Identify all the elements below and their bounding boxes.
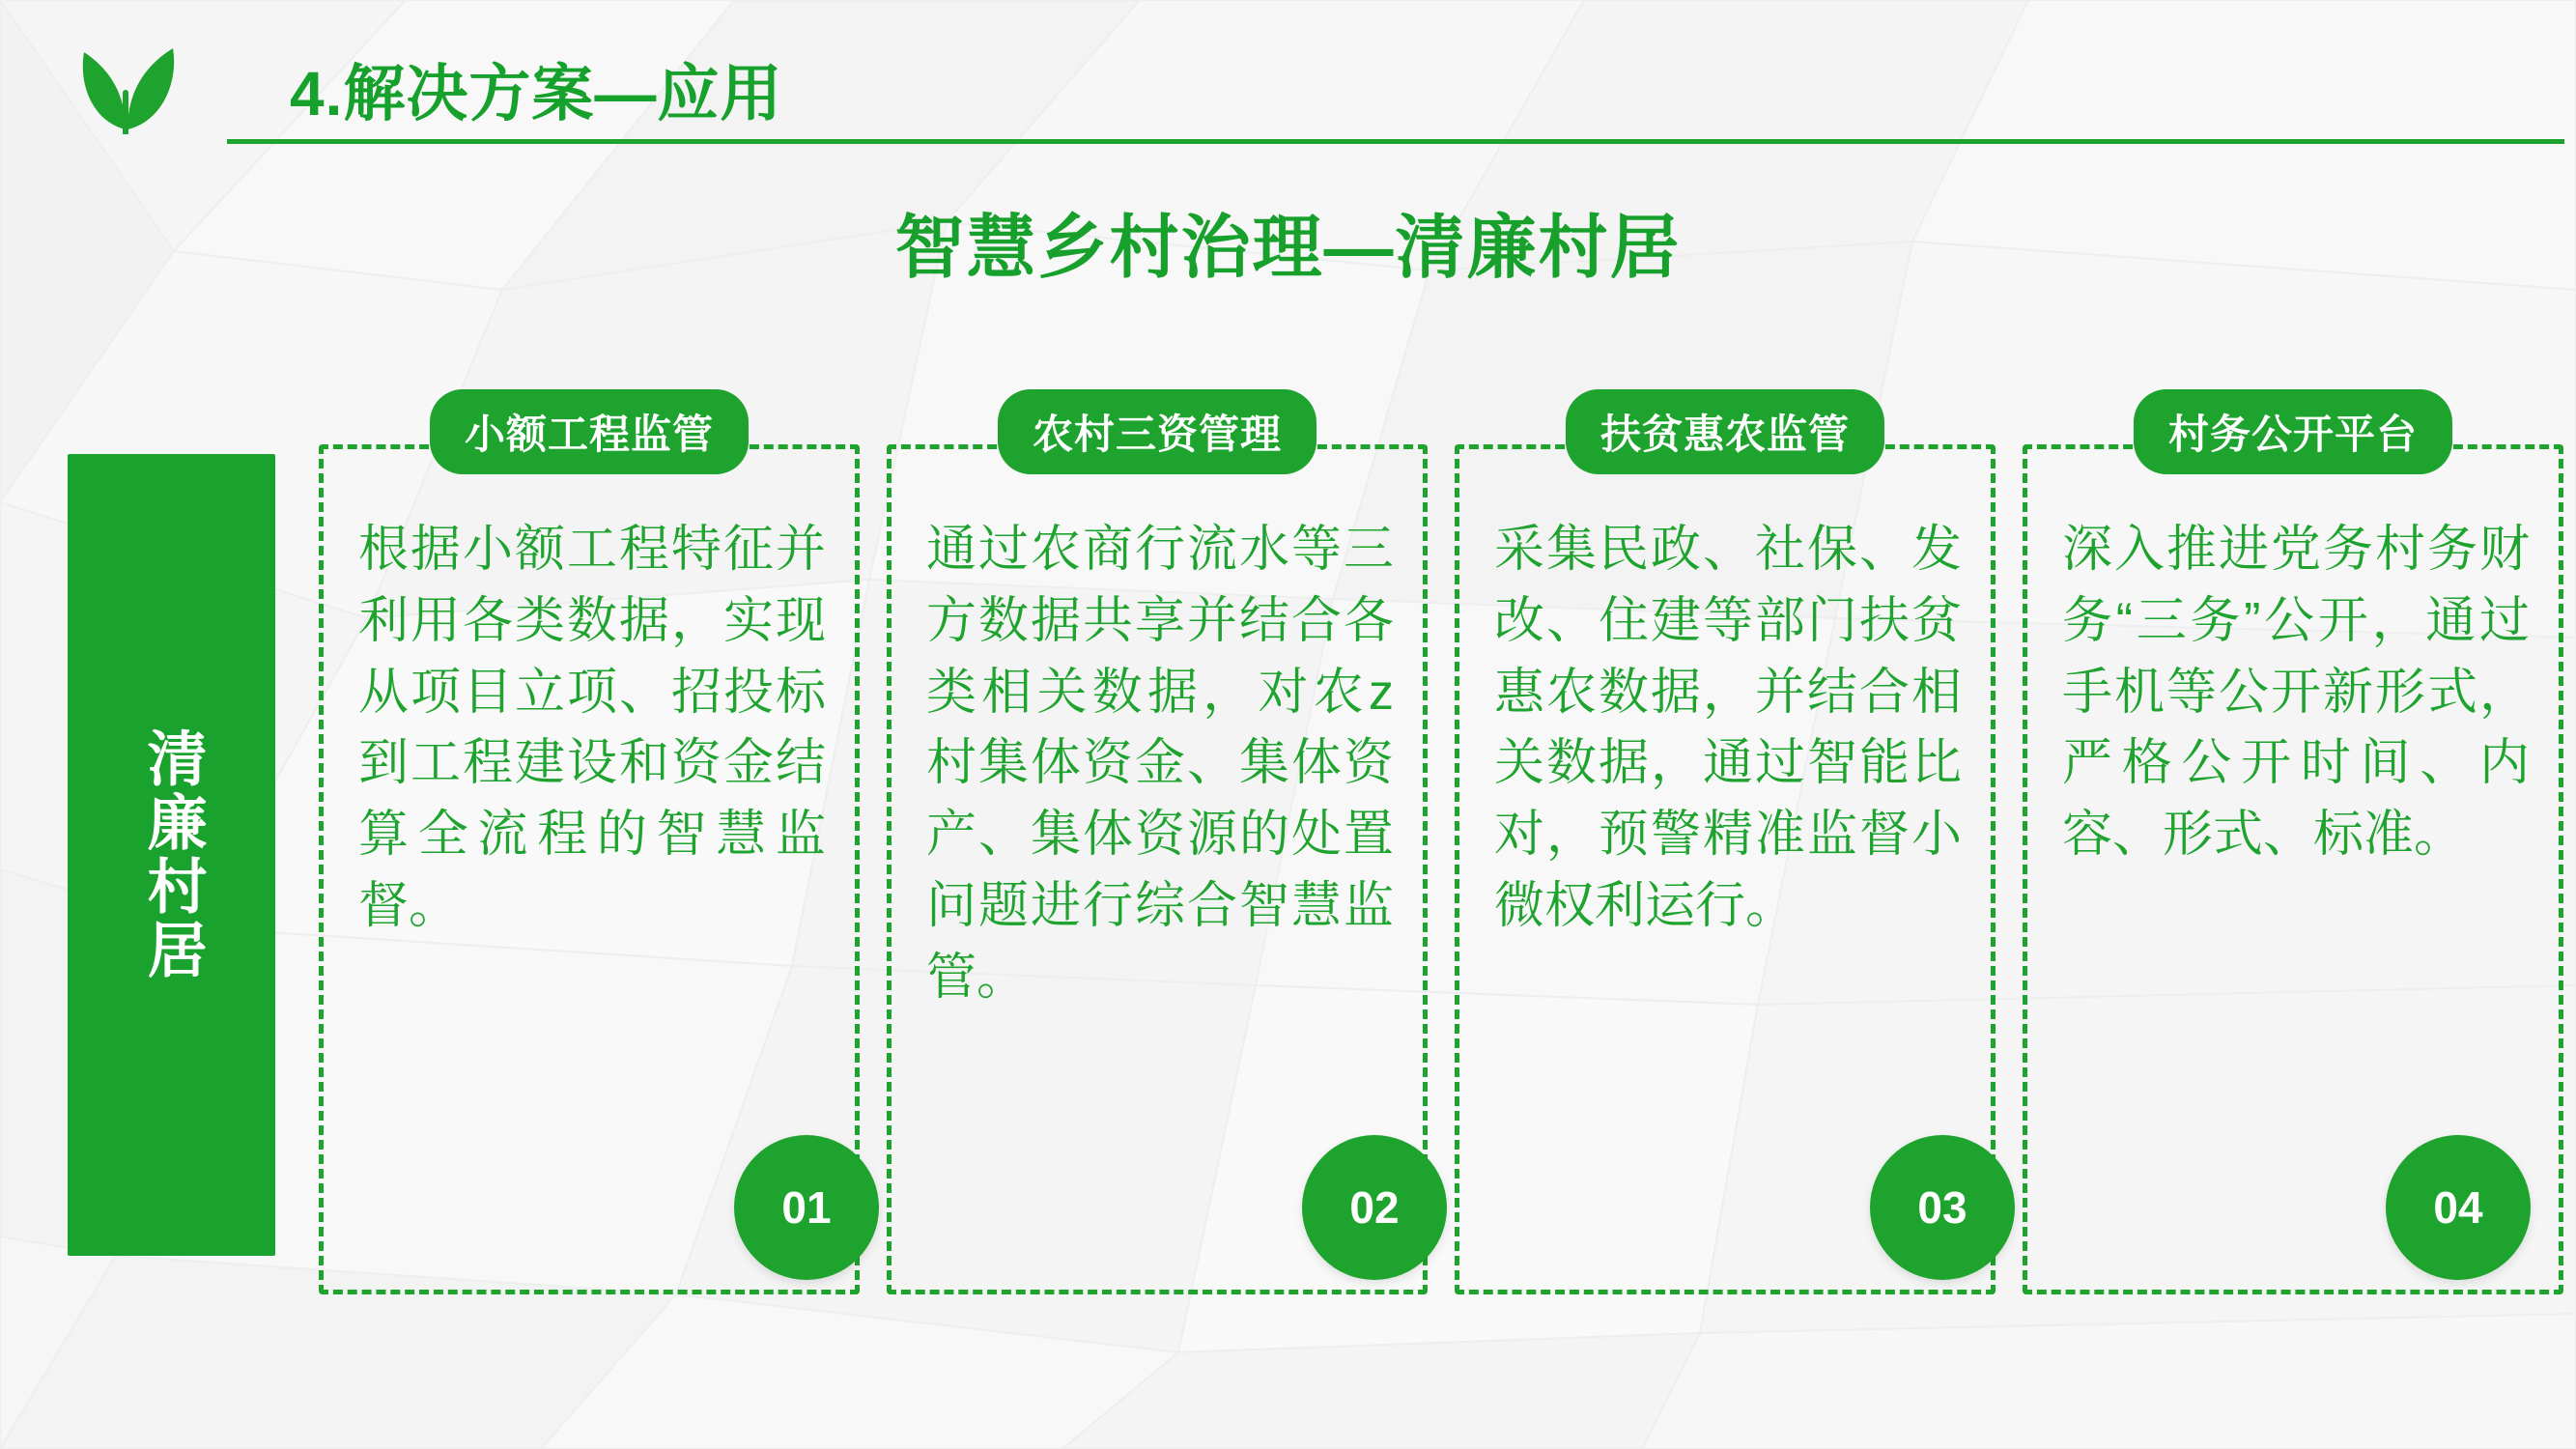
card-body-2: 通过农商行流水等三方数据共享并结合各类相关数据，对农z村集体资金、集体资产、集体资源的处置问题进行综合智慧监管。: [926, 522, 1394, 1006]
card-number-4: 04: [2386, 1135, 2531, 1280]
header-divider: [227, 139, 2564, 144]
card-body-3: 采集民政、社保、发改、住建等部门扶贫惠农数据，并结合相关数据，通过智能比对，预警精准监督小微权利运行。: [1494, 522, 1962, 935]
category-label-text: 清廉村居: [138, 727, 206, 982]
card-number-2: 02: [1302, 1135, 1447, 1280]
card-number-1: 01: [734, 1135, 879, 1280]
card-body-1: 根据小额工程特征并利用各类数据，实现从项目立项、招投标到工程建设和资金结算全流程的智慧监督。: [358, 522, 826, 935]
card-number-3: 03: [1870, 1135, 2015, 1280]
card-tag-1: 小额工程监管: [430, 389, 749, 474]
page-title: 4.解决方案—应用: [290, 59, 783, 128]
category-label-qinglian-cunju: [68, 454, 275, 1256]
main-title: 智慧乡村治理—清廉村居: [894, 210, 1682, 287]
card-body-4: 深入推进党务村务财务“三务”公开，通过手机等公开新形式，严格公开时间、内容、形式、标准。: [2062, 522, 2530, 864]
leaf-icon: [72, 33, 179, 134]
card-tag-3: 扶贫惠农监管: [1566, 389, 1884, 474]
card-tag-2: 农村三资管理: [998, 389, 1316, 474]
slide-header: [58, 19, 2531, 150]
card-tag-4: 村务公开平台: [2134, 389, 2452, 474]
